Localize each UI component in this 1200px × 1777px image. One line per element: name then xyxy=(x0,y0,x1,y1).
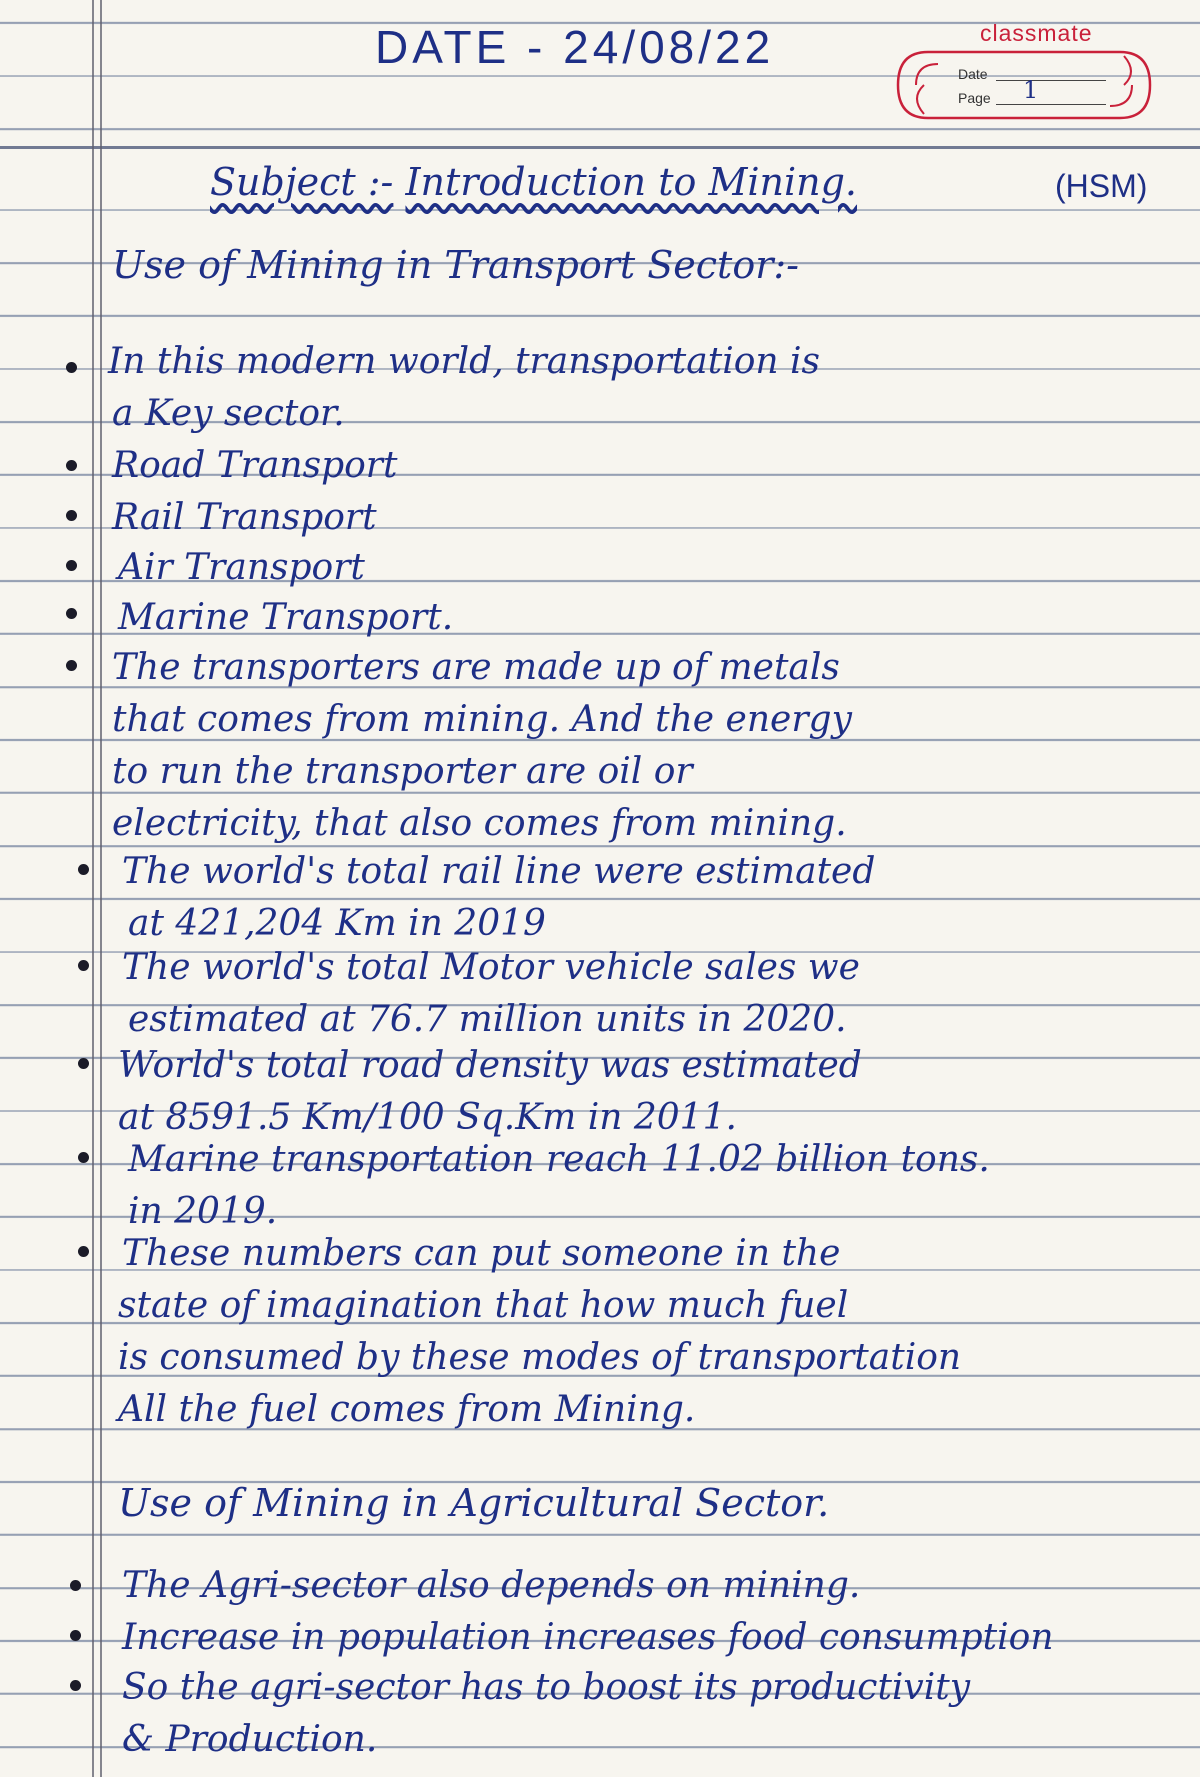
subject-prefix: Subject :- xyxy=(210,160,394,204)
note-line: in 2019. xyxy=(128,1191,278,1232)
note-line: a Key sector. xyxy=(112,393,345,434)
header-rule xyxy=(0,146,1200,149)
note-line: Rail Transport xyxy=(112,497,377,538)
note-line: Air Transport xyxy=(118,547,365,588)
margin-line-outer xyxy=(92,0,94,1777)
page-field-line xyxy=(996,104,1106,105)
note-line: So the agri-sector has to boost its productivity xyxy=(122,1667,971,1708)
note-line: at 8591.5 Km/100 Sq.Km in 2011. xyxy=(118,1097,737,1138)
note-line: In this modern world, transportation is xyxy=(108,341,821,382)
date-field-line xyxy=(996,80,1106,81)
note-line: These numbers can put someone in the xyxy=(122,1233,841,1274)
date-heading: DATE - 24/08/22 xyxy=(375,21,775,73)
note-line: at 421,204 Km in 2019 xyxy=(128,903,546,944)
note-line: estimated at 76.7 million units in 2020. xyxy=(128,999,847,1040)
brand-logo: classmate xyxy=(980,20,1093,46)
page-field-label: Page xyxy=(958,90,991,106)
section-heading-transport: Use of Mining in Transport Sector:- xyxy=(112,243,800,287)
margin-line-inner xyxy=(100,0,102,1777)
bullet xyxy=(78,1152,89,1163)
subject-title: Introduction to Mining. xyxy=(405,160,858,204)
section-heading-agriculture: Use of Mining in Agricultural Sector. xyxy=(118,1481,830,1525)
note-line: electricity, that also comes from mining. xyxy=(112,803,847,844)
date-field-label: Date xyxy=(958,66,988,82)
classmate-date-page-box xyxy=(888,18,1158,128)
bullet xyxy=(70,1630,81,1641)
note-line: Marine transportation reach 11.02 billion tons. xyxy=(128,1139,990,1180)
note-line: The world's total rail line were estimated xyxy=(122,851,876,892)
bullet xyxy=(78,864,89,875)
note-line: state of imagination that how much fuel xyxy=(118,1285,849,1326)
page-number: 1 xyxy=(1023,76,1039,104)
note-line: to run the transporter are oil or xyxy=(112,751,693,792)
bullet xyxy=(70,1680,81,1691)
note-line: The world's total Motor vehicle sales we xyxy=(122,947,860,988)
subject-code: (HSM) xyxy=(1055,168,1148,204)
bullet xyxy=(66,560,77,571)
bullet xyxy=(66,510,77,521)
note-line: Road Transport xyxy=(112,445,398,486)
subject-line xyxy=(210,160,857,204)
note-line: Marine Transport. xyxy=(118,597,454,638)
bullet xyxy=(66,660,77,671)
bullet xyxy=(66,608,77,619)
bullet xyxy=(66,460,77,471)
note-line: that comes from mining. And the energy xyxy=(112,699,852,740)
note-line: is consumed by these modes of transportation xyxy=(118,1337,962,1378)
note-line: World's total road density was estimated xyxy=(118,1045,862,1086)
note-line: All the fuel comes from Mining. xyxy=(118,1389,696,1430)
bullet xyxy=(66,362,77,373)
bullet xyxy=(70,1580,81,1591)
note-line: The transporters are made up of metals xyxy=(112,647,840,688)
note-line: The Agri-sector also depends on mining. xyxy=(122,1565,861,1606)
bullet xyxy=(78,1246,89,1257)
bullet xyxy=(78,1058,89,1069)
bullet xyxy=(78,960,89,971)
note-line: & Production. xyxy=(122,1719,378,1760)
note-line: Increase in population increases food consumption xyxy=(122,1617,1054,1658)
